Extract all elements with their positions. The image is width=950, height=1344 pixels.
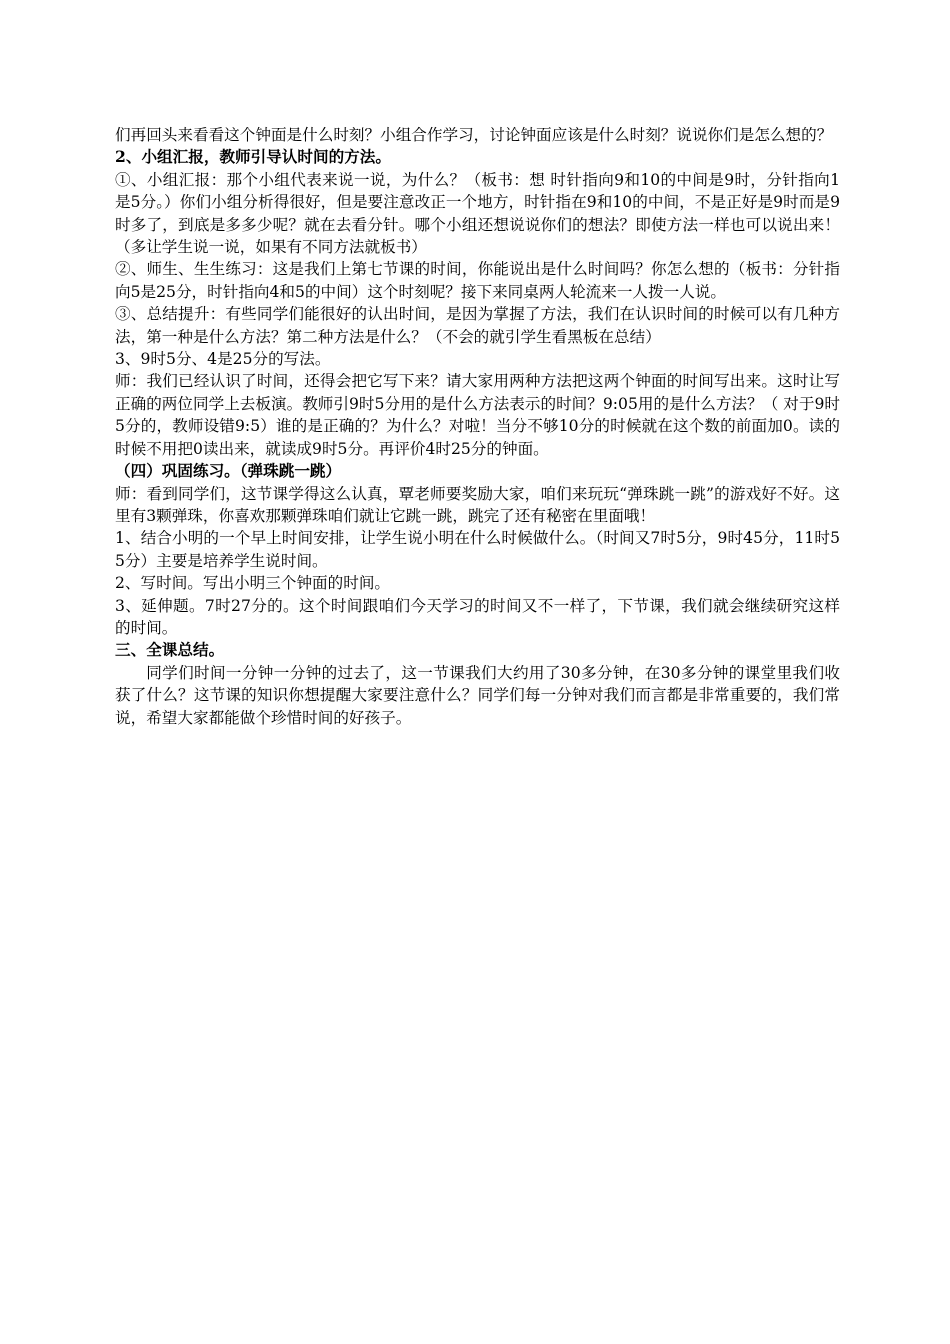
heading-class-summary: 三、全课总结。 <box>115 640 225 660</box>
paragraph-group-report: ①、小组汇报：那个小组代表来说一说，为什么？（板书：想 时针指向9和10的中间是9时，分针指向1是5分。）你们小组分析得很好，但是要注意改正一个地方，时针指在9和10的中间，不是正好是9时而是9时多了，到底是多多少呢？就在去看分针。哪个小组还想说说你们的想法？即使方法一样也可以说出来！（多让学生说一说，如果有不同方法就板书） <box>115 170 840 257</box>
document-page <box>115 124 840 729</box>
paragraph-writing-method-title: 3、9时5分、4是25分的写法。 <box>115 350 331 369</box>
paragraph-exercise-3: 3、延伸题。7时27分的。这个时间跟咱们今天学习的时间又不一样了，下节课，我们就会继续研究这样的时间。 <box>115 596 840 637</box>
heading-group-report: 2、小组汇报，教师引导认时间的方法。 <box>115 147 391 167</box>
paragraph-game-intro: 师：看到同学们，这节课学得这么认真，覃老师要奖励大家，咱们来玩玩“弹珠跳一跳”的游戏好不好。这里有3颗弹珠，你喜欢那颗弹珠咱们就让它跳一跳，跳完了还有秘密在里面哦！ <box>115 484 840 525</box>
paragraph-class-summary: 同学们时间一分钟一分钟的过去了，这一节课我们大约用了30多分钟，在30多分钟的课堂里我们收获了什么？这节课的知识你想提醒大家要注意什么？同学们每一分钟对我们而言都是非常重要的，我们常说，希望大家都能做个珍惜时间的好孩子。 <box>115 663 840 727</box>
paragraph-summary-lift: ③、总结提升：有些同学们能很好的认出时间，是因为掌握了方法，我们在认识时间的时候可以有几种方法，第一种是什么方法？第二种方法是什么？（不会的就引学生看黑板在总结） <box>115 305 840 346</box>
paragraph-intro-question: 们再回头来看看这个钟面是什么时刻？小组合作学习，讨论钟面应该是什么时刻？说说你们是怎么想的？ <box>115 126 833 144</box>
paragraph-exercise-1: 1、结合小明的一个早上时间安排，让学生说小明在什么时候做什么。（时间又7时5分，9时45分，11时55分）主要是培养学生说时间。 <box>115 529 840 570</box>
paragraph-practice: ②、师生、生生练习：这是我们上第七节课的时间，你能说出是什么时间吗？你怎么想的（板书：分针指向5是25分，时针指向4和5的中间）这个时刻呢？接下来同桌两人轮流来一人拨一人说。 <box>115 260 840 301</box>
heading-consolidation: （四）巩固练习。（弹珠跳一跳） <box>115 461 342 481</box>
paragraph-writing-method: 师：我们已经认识了时间，还得会把它写下来？请大家用两种方法把这两个钟面的时间写出来。这时让写正确的两位同学上去板演。教师引9时5分用的是什么方法表示的时间？9:05用的是什么方法？（ 对于9时5分的，教师设错9:5）谁的是正确的？为什么？对啦！当分不够10分的时候就在这个数的前面加0。读的时候不用把0读出来，就读成9时5分。再评价4时25分的钟面。 <box>115 372 840 458</box>
paragraph-exercise-2: 2、写时间。写出小明三个钟面的时间。 <box>115 574 391 593</box>
